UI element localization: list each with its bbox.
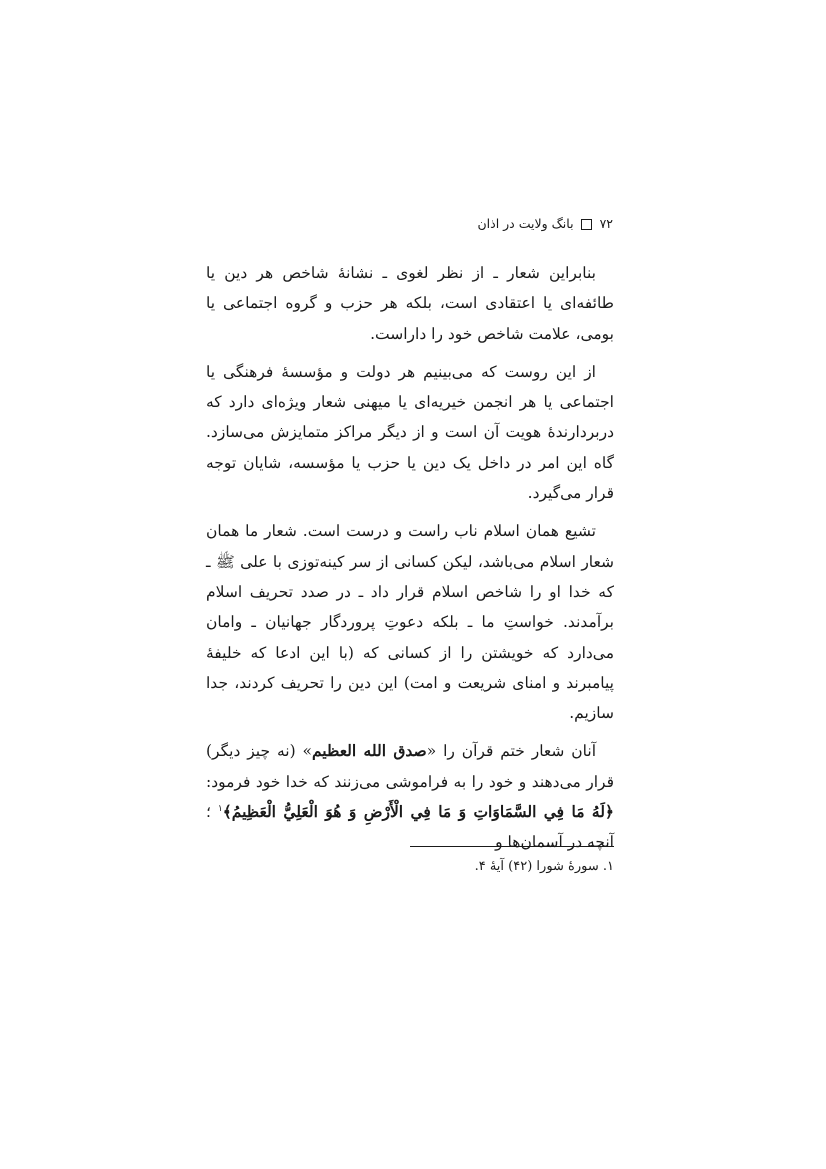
footnote-divider bbox=[410, 846, 614, 847]
paragraph-4 bbox=[206, 736, 614, 857]
paragraph-2: از این روست که می‌بینیم هر دولت و مؤسسهٔ فرهنگی یا اجتماعی یا هر انجمن خیریه‌ای یا میهنی شعار ویژه‌ای دارد که دربردارندهٔ هویت آن است و از دیگر مراکز متمایزش می‌سازد. گاه این امر در داخل یک دین یا حزب یا مؤسسه، شایان توجه قرار می‌گیرد. bbox=[206, 362, 614, 503]
running-title: بانگ ولایت در اذان bbox=[477, 216, 574, 231]
paragraph-4-middle: » (نه چیز دیگر) قرار می‌دهند و خود را به فراموشی می‌زنند که خدا خود فرمود: bbox=[206, 742, 614, 791]
paragraph-4-end: ؛ آنچه در آسمان‌ها و bbox=[206, 803, 614, 852]
quran-verse: ﴿لَهُ مَا فِي السَّمَاوَاتِ وَ مَا فِي الْأَرْضِ وَ هُوَ الْعَلِيُّ الْعَظِيمُ﴾ bbox=[222, 802, 614, 822]
footnote: ۱. سورهٔ شورا (۴۲) آیهٔ ۴. bbox=[474, 859, 614, 874]
page-number: ۷۲ bbox=[599, 216, 613, 231]
square-bullet-icon bbox=[581, 219, 592, 230]
footnote-reference: ۱ bbox=[217, 803, 223, 814]
quoted-phrase: صدق الله العظیم bbox=[311, 741, 427, 761]
paragraph-1: بنابراین شعار ـ از نظر لغوی ـ نشانهٔ شاخص هر دین یا طائفه‌ای یا اعتقادی است، بلکه هر حزب و گروه اجتماعی یا بومی، علامت شاخص خود را داراست. bbox=[206, 264, 614, 343]
paragraph-4-start: آنان شعار ختم قرآن را « bbox=[426, 742, 596, 761]
paragraph-3: تشیع همان اسلام ناب راست و درست است. شعار ما همان شعار اسلام می‌باشد، لیکن کسانی از سر کینه‌توزی با علی ﷺ ـ که خدا او را شاخص اسلام قرار داد ـ در صدد تحریف اسلام برآمدند. خواستِ ما ـ بلکه دعوتِ پروردگار جهانیان ـ وامان می‌دارد که خویشتن را از کسانی که (با این ادعا که خلیفهٔ پیامبرند و امنای شریعت و امت) این دین را تحریف کردند، جدا سازیم. bbox=[206, 522, 614, 723]
main-text bbox=[206, 258, 614, 866]
page-header bbox=[477, 214, 613, 234]
